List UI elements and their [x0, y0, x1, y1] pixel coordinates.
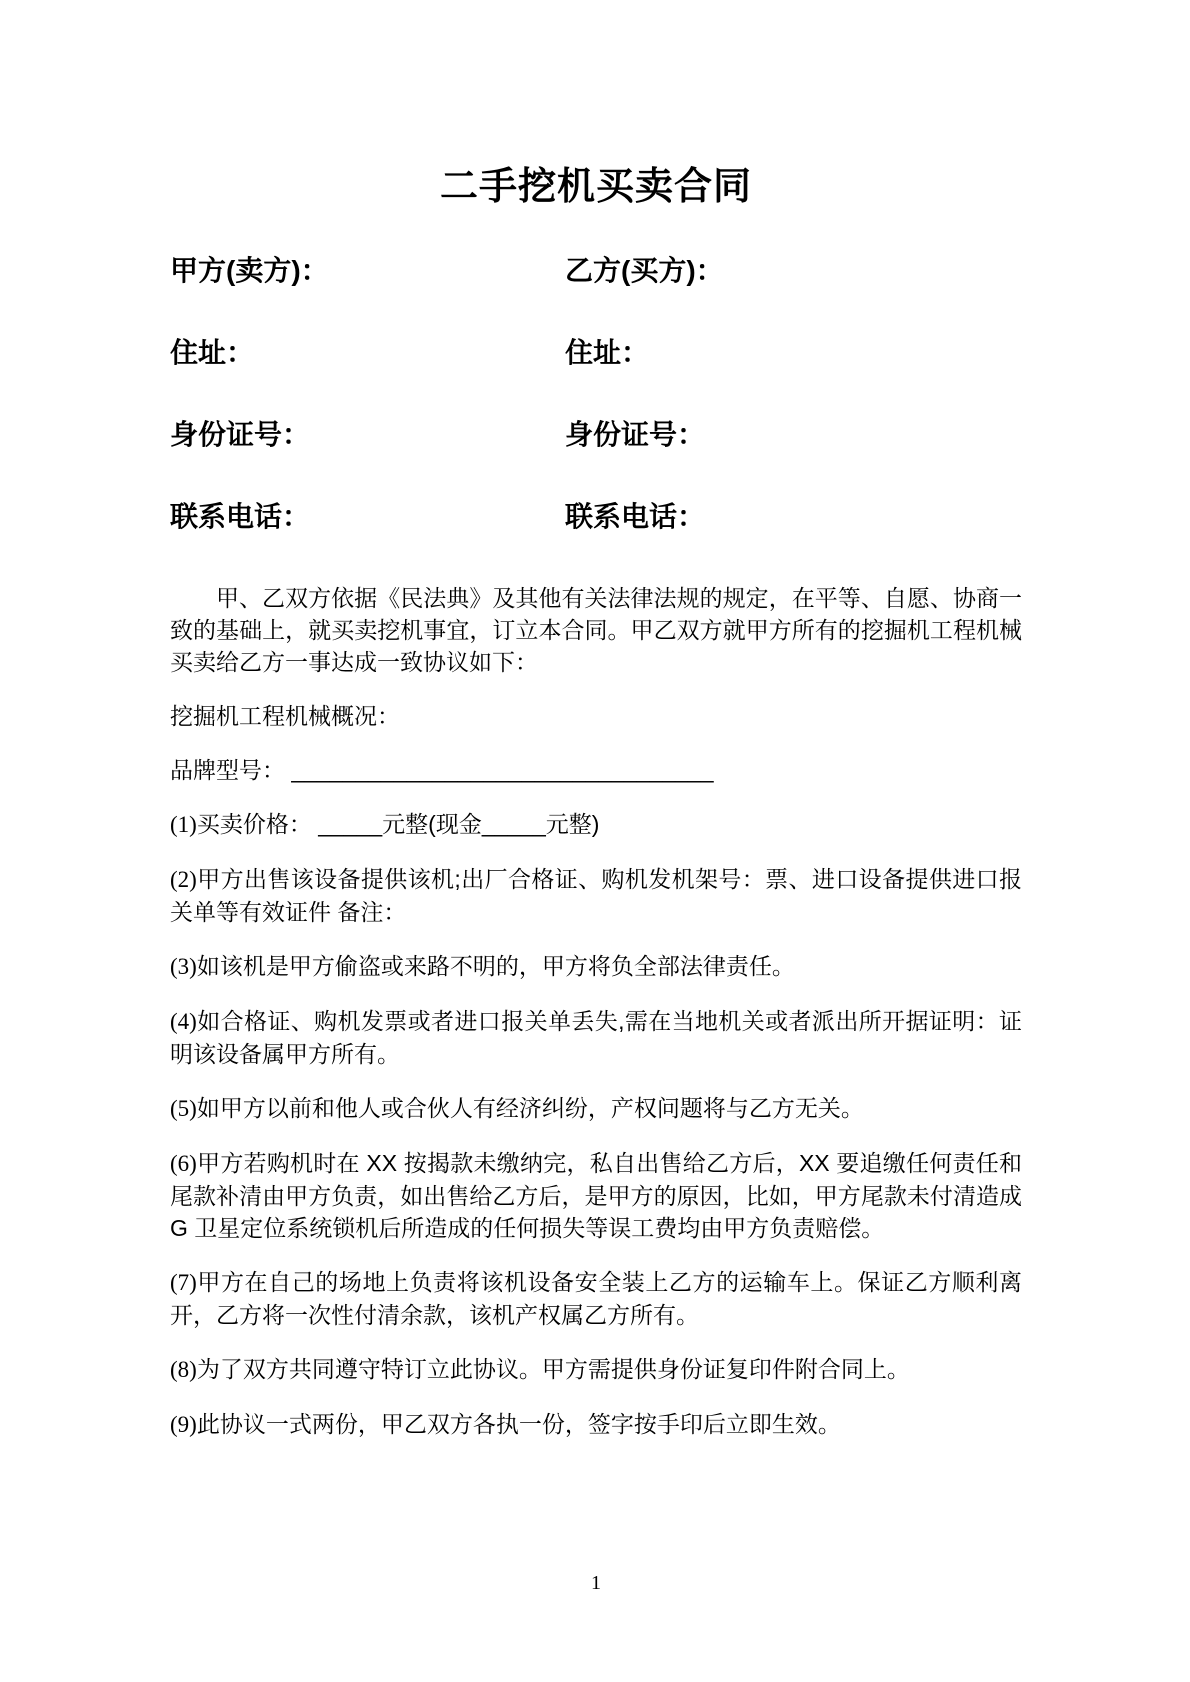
party-a-phone-label: 联系电话：	[170, 501, 311, 532]
clause-7-text: 甲方在自己的场地上负责将该机设备安全装上乙方的运输车上。保证乙方顺利离开，乙方将一次性付清余款，该机产权属乙方所有。	[170, 1269, 1022, 1328]
party-row-id-number	[170, 418, 1022, 452]
clause-9-number: (9)	[170, 1412, 197, 1437]
party-row-phone	[170, 500, 1022, 534]
clause-2-text: 甲方出售该设备提供该机;出厂合格证、购机发机架号：票、进口设备提供进口报关单等有效证件 备注：	[170, 866, 1022, 925]
party-a-address-label: 住址：	[170, 337, 255, 368]
clause-2	[170, 863, 1022, 928]
clause-7-number: (7)	[170, 1270, 197, 1295]
clause-8-text: 为了双方共同遵守特订立此协议。甲方需提供身份证复印件附合同上。	[196, 1356, 910, 1382]
page-number: 1	[591, 1572, 601, 1594]
parties-section	[170, 254, 1022, 534]
overview-label: 挖掘机工程机械概况：	[170, 703, 400, 729]
clause-8-number: (8)	[170, 1357, 197, 1382]
brand-model-line	[170, 754, 1022, 786]
party-b-id-label: 身份证号：	[565, 419, 706, 450]
clause-2-number: (2)	[170, 867, 197, 892]
clause-4-text: 如合格证、购机发票或者进口报关单丢失,需在当地机关或者派出所开据证明：证明该设备属甲方所有。	[170, 1008, 1022, 1067]
clause-4-number: (4)	[170, 1009, 197, 1034]
clause-6-text: 甲方若购机时在 XX 按揭款未缴纳完，私自出售给乙方后，XX 要追缴任何责任和尾款补清由甲方负责，如出售给乙方后，是甲方的原因，比如，甲方尾款未付清造成 G 卫星定位系统锁机后所造成的任何损失等误工费均由甲方负责赔偿。	[170, 1150, 1022, 1241]
party-b-phone-label: 联系电话：	[565, 501, 706, 532]
party-row-names	[170, 254, 1022, 288]
clause-7	[170, 1266, 1022, 1331]
clause-1-text: 买卖价格： _____元整(现金_____元整)	[196, 811, 600, 837]
clause-5	[170, 1092, 1022, 1125]
clause-6-number: (6)	[170, 1151, 197, 1176]
brand-model-label: 品牌型号：	[170, 757, 292, 783]
party-row-address	[170, 336, 1022, 370]
party-b-address-label: 住址：	[565, 337, 650, 368]
clause-3-number: (3)	[170, 954, 197, 979]
party-b-label: 乙方(买方)：	[565, 255, 724, 286]
preamble-paragraph: 甲、乙双方依据《民法典》及其他有关法律法规的规定，在平等、自愿、协商一致的基础上，就买卖挖机事宜，订立本合同。甲乙双方就甲方所有的挖掘机工程机械买卖给乙方一事达成一致协议如下：	[170, 585, 1022, 675]
clause-8	[170, 1353, 1022, 1386]
page-title: 二手挖机买卖合同	[439, 166, 752, 208]
clause-1-number: (1)	[170, 812, 197, 837]
party-a-id-label: 身份证号：	[170, 419, 311, 450]
party-a-label: 甲方(卖方)：	[170, 255, 329, 286]
clause-9	[170, 1408, 1022, 1441]
clause-5-number: (5)	[170, 1096, 197, 1121]
clause-3-text: 如该机是甲方偷盗或来路不明的，甲方将负全部法律责任。	[196, 953, 795, 979]
clause-3	[170, 950, 1022, 983]
clause-9-text: 此协议一式两份，甲乙双方各执一份，签字按手印后立即生效。	[196, 1411, 841, 1437]
clause-5-text: 如甲方以前和他人或合伙人有经济纠纷，产权问题将与乙方无关。	[196, 1095, 864, 1121]
clause-1	[170, 808, 1022, 841]
brand-model-blank-line: _________________________________	[291, 757, 714, 783]
clause-6	[170, 1147, 1022, 1244]
clause-4	[170, 1005, 1022, 1070]
